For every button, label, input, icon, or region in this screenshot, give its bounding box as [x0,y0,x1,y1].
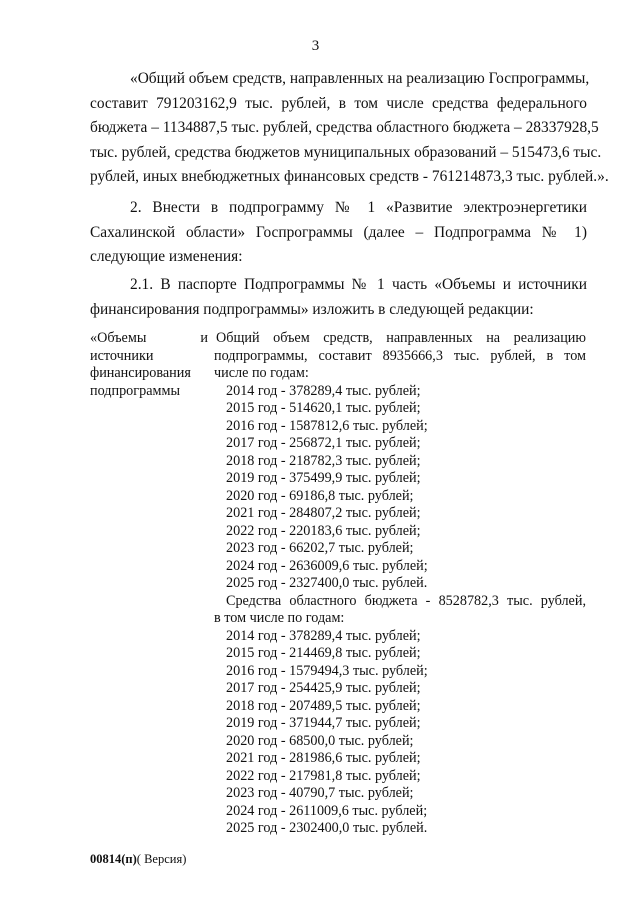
year-item: 2022 год - 217981,8 тыс. рублей; [226,767,421,784]
text-line: Сахалинской области» Госпрограммы (далее – Подпрограмма № 1) [90,223,587,241]
year-item: 2017 год - 256872,1 тыс. рублей; [226,435,421,451]
year-item: 2019 год - 375499,9 тыс. рублей; [226,470,421,486]
year-item: 2014 год - 378289,4 тыс. рублей; [226,382,421,399]
year-item: 2014 год - 378289,4 тыс. рублей; [226,627,421,644]
year-item: 2016 год - 1579494,3 тыс. рублей; [226,662,428,679]
text-line: бюджета – 1134887,5 тыс. рублей, средства областного бюджета – 28337928,5 [90,119,599,136]
regional-by-year-list [214,628,586,838]
year-item: 2025 год - 2327400,0 тыс. рублей. [226,575,428,591]
document-code: 00814(п) [90,852,137,866]
year-item: 2020 год - 68500,0 тыс. рублей; [226,732,414,749]
text-line: 2. Внести в подпрограмму № 1 «Развитие электроэнергетики [130,199,587,216]
year-item: 2023 год - 40790,7 тыс. рублей; [226,785,414,801]
text-line: тыс. рублей, средства бюджетов муниципальных образований – 515473,6 тыс. [90,143,602,161]
year-item: 2022 год - 220183,6 тыс. рублей; [226,522,421,539]
table-label-line: подпрограммы [90,382,180,399]
year-item: 2023 год - 66202,7 тыс. рублей; [226,540,414,556]
year-item: 2025 год - 2302400,0 тыс. рублей. [226,820,428,836]
year-item: 2019 год - 371944,7 тыс. рублей; [226,715,421,731]
year-item: 2018 год - 207489,5 тыс. рублей; [226,697,421,714]
year-item: 2024 год - 2611009,6 тыс. рублей; [226,802,428,819]
text-line: «Общий объем средств, направленных на реализацию Госпрограммы, [130,70,590,87]
year-item: 2020 год - 69186,8 тыс. рублей; [226,487,414,504]
paragraph-amend-subprogram [90,196,587,270]
intro-line: числе по годам: [214,365,309,381]
paragraph-passport-change [90,273,587,322]
table-label-line: финансирования [90,365,191,381]
year-item: 2017 год - 254425,9 тыс. рублей; [226,680,421,696]
intro-line: Общий объем средств, направленных на реализацию [216,330,586,346]
year-item: 2021 год - 281986,6 тыс. рублей; [226,750,421,766]
table-label-cell [90,330,208,400]
table-value-cell [214,330,586,838]
regional-intro-line: в том числе по годам: [214,610,345,626]
year-item: 2018 год - 218782,3 тыс. рублей; [226,452,421,469]
regional-intro-line: Средства областного бюджета - 8528782,3 тыс. рублей, [226,592,586,609]
table-label-line: «Объемы и [90,330,208,346]
year-item: 2015 год - 214469,8 тыс. рублей; [226,645,421,661]
document-version: ( Версия) [136,852,187,866]
year-item: 2021 год - 284807,2 тыс. рублей; [226,505,421,521]
year-item: 2015 год - 514620,1 тыс. рублей; [226,400,421,416]
year-item: 2024 год - 2636009,6 тыс. рублей; [226,557,428,574]
text-line: составит 791203162,9 тыс. рублей, в том числе средства федерального [90,94,587,112]
text-line: рублей, иных внебюджетных финансовых средств - 761214873,3 тыс. рублей.». [90,168,609,185]
page-number: 3 [311,38,320,54]
intro-line: подпрограммы, составит 8935666,3 тыс. рублей, в том [214,347,586,364]
total-by-year-list [214,383,586,593]
document-footer [90,852,186,867]
text-line: 2.1. В паспорте Подпрограммы № 1 часть «Объемы и источники [130,276,587,293]
year-item: 2016 год - 1587812,6 тыс. рублей; [226,417,428,434]
table-label-line: источники [90,347,154,364]
text-line: следующие изменения: [90,248,243,265]
paragraph-total-funding [90,67,609,190]
text-line: финансирования подпрограммы» изложить в следующей редакции: [90,300,534,318]
